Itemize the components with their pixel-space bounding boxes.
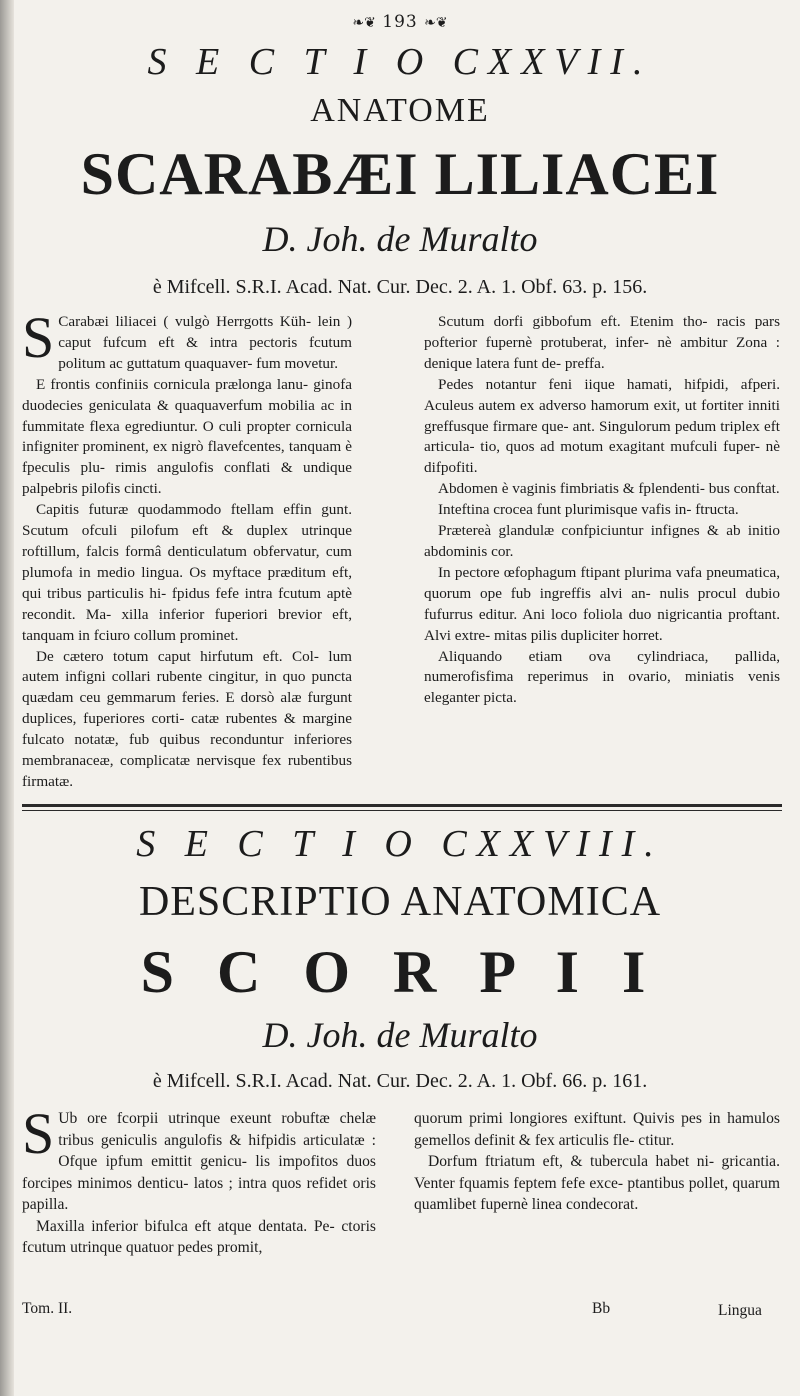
ornament-left: ❧❦ (352, 15, 376, 31)
dropcap: S (22, 1101, 55, 1166)
paragraph: quorum primi longiores exiftunt. Quivis pes in hamulos gemellos definit & fex articulis fle- ctitur. (414, 1110, 780, 1149)
page-number: 193 (382, 12, 418, 32)
paragraph: Pedes notantur feni iique hamati, hifpidi, afperi. Aculeus autem ex adverso hamorum exit, ut fortiter inniti greffusque firmare que- ant. Singulorum pedum triplex eft articula- tio, quos ad motum exagitant mufculi fuper- nè difpofiti. (424, 375, 780, 477)
section2-title: S C O R P I I (140, 939, 660, 1005)
paragraph-text: Carabæi liliacei ( vulgò Herrgotts Küh- lein ) caput fufcum eft & intra pectoris fcutum politum ac guttatum quaquaver- fum movetur. (58, 313, 352, 372)
paragraph-text: Ub ore fcorpii utrinque exeunt robuftæ chelæ tribus geniculis angulofis & hifpidis articulatæ : Ofque ipfum emittit genicu- lis impofitos duos forcipes minimos denticu- latos ; intra quos refidet oris papilla. (22, 1110, 376, 1213)
paragraph: E frontis confiniis cornicula prælonga lanu- ginofa duodecies geniculata & quaquaverfum mobilia ac in fummitate flexa egrediuntur. O culi propter cornicula infigniter prominent, ex nigrò flavefcentes, tanquam è fpeculis plu- rimis angulofis conflati & undique palpebris pilofis cincti. (22, 375, 352, 498)
dropcap: S (22, 305, 55, 370)
section2-author: D. Joh. de Muralto (262, 1015, 538, 1055)
section1-title: SCARABÆI LILIACEI (80, 141, 720, 207)
paragraph: Dorfum ftriatum eft, & tubercula habet ni- gricantia. Venter fquamis feptem fefe exce- ptantibus pollet, quarum quamlibet fupernè linea condecorat. (414, 1153, 780, 1213)
binding-shadow (0, 0, 14, 1396)
section2-right-column (414, 1108, 780, 1216)
section2-citation: è Mifcell. S.R.I. Acad. Nat. Cur. Dec. 2. A. 1. Obf. 66. p. 161. (152, 1070, 648, 1092)
section-divider-thin (22, 810, 782, 811)
paragraph: Scutum dorfi gibbofum eft. Etenim tho- racis pars pofterior fupernè protuberat, infer- nè ambitur Zona : denique latera funt de- preffa. (424, 313, 780, 372)
section2-heading: S E C T I O CXXVIII. (136, 823, 664, 865)
paragraph: Capitis futuræ quodammodo ftellam effin gunt. Scutum ofculi pilofum eft & duplex utrinque roftillum, falcis formâ denticulatum obfervatur, cum plumofa in medio lingua. Os myftace præditum eft, qui tribus particulis hi- fpidus fefe intra fcutum aptè recondit. Ma- xilla inferior fuperiori brevior eft, tanquam in fciuro collum prominet. (22, 501, 352, 644)
paragraph: Aliquando etiam ova cylindriaca, pallida, numerofisfima reperimus in ovario, miniatis venis eleganter picta. (424, 647, 780, 707)
section1-author: D. Joh. de Muralto (262, 219, 538, 259)
paragraph: Prætereà glandulæ confpiciuntur infignes & ab initio abdominis cor. (424, 522, 780, 560)
ornament-right: ❧❦ (424, 15, 448, 31)
section1-left-column (22, 305, 352, 793)
page-header (0, 12, 800, 32)
paragraph: De cætero totum caput hirfutum eft. Col- lum autem infigni collari rubente cingitur, in quo puncta quædam ceu gemmarum feries. E dorsò alæ furgunt duplices, fuperiores corti- catæ rubentes & margine fulcato notatæ, fub quibus reconduntur inferiores membranaceæ, complicatæ nervisque fex rubentibus firmatæ. (22, 647, 352, 790)
section1-right-column (424, 312, 780, 709)
paragraph: Abdomen è vaginis fimbriatis & fplendenti- bus conftat. (438, 480, 780, 498)
section2-descriptio: DESCRIPTIO ANATOMICA (138, 879, 662, 925)
footer-catchword: Lingua (718, 1302, 762, 1319)
section1-heading: S E C T I O CXXVII. (147, 41, 653, 83)
section1-anatome: ANATOME (310, 92, 490, 129)
paragraph (22, 1101, 376, 1216)
paragraph: In pectore œfophagum ftipant plurima vafa pneumatica, quorum ope fub ingreffis alvi an- nulis procul dubio fufurrus editur. Ani loco foliola duo nigricantia proftant. Alvi extre- mitas pilis dupliciter horret. (424, 563, 780, 644)
paragraph: Inteftina crocea funt plurimisque vafis in- ftructa. (438, 501, 739, 519)
paragraph: Maxilla inferior bifulca eft atque dentata. Pe- ctoris fcutum utrinque quatuor pedes promit, (22, 1217, 376, 1256)
paragraph (22, 305, 352, 375)
section1-citation: è Mifcell. S.R.I. Acad. Nat. Cur. Dec. 2. A. 1. Obf. 63. p. 156. (152, 276, 648, 298)
footer-signature: Bb (592, 1300, 611, 1317)
footer-tome: Tom. II. (22, 1300, 73, 1317)
section-divider (22, 804, 782, 807)
section2-left-column (22, 1101, 376, 1259)
